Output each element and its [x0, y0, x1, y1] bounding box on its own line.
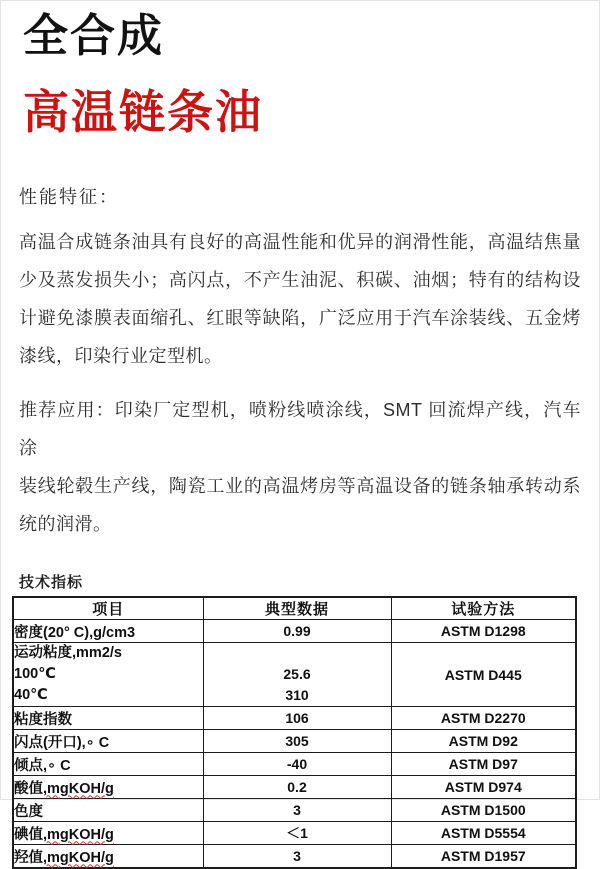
spec-item-unit: ,mgKOH/g	[43, 849, 114, 866]
spec-item-cell	[13, 799, 203, 822]
spec-item-cell	[13, 730, 203, 753]
spec-item-unit: ,mgKOH/g	[43, 780, 114, 797]
spec-method-cell: ASTM D92	[391, 730, 576, 753]
spec-value-line	[204, 643, 391, 664]
spec-item-text: 羟值	[14, 849, 43, 866]
spec-method-cell: ASTM D1500	[391, 799, 576, 822]
spec-item-text: 酸值	[14, 780, 43, 797]
spec-row	[13, 707, 576, 730]
col-header-item: 项目	[13, 597, 203, 620]
spec-row	[13, 730, 576, 753]
specs-section-label: 技术指标	[19, 574, 84, 591]
col-header-method: 试验方法	[391, 597, 576, 620]
spec-value-cell: 3	[203, 845, 391, 869]
spec-item-cell	[13, 753, 203, 776]
paragraph-line: 少及蒸发损失小；高闪点，不产生油泥、积碳、油烟；特有的结构设	[19, 270, 581, 290]
spec-item-text: 碘值	[14, 826, 43, 843]
specs-table	[12, 596, 577, 869]
spec-item-cell	[13, 620, 203, 643]
spec-value-cell: 305	[203, 730, 391, 753]
spec-item-line: 100℃	[14, 666, 56, 682]
spec-item-cell	[13, 643, 203, 707]
spec-value-cell: 3	[203, 799, 391, 822]
spec-row	[13, 643, 576, 707]
product-name-title: 高温链条油	[23, 86, 263, 138]
spec-item-line: 40℃	[14, 687, 48, 703]
spec-value-cell: 0.99	[203, 620, 391, 643]
spec-row	[13, 620, 576, 643]
spec-value-cell: 106	[203, 707, 391, 730]
spec-method-cell: ASTM D97	[391, 753, 576, 776]
spec-method-cell: ASTM D974	[391, 776, 576, 799]
spec-row	[13, 822, 576, 845]
spec-method-cell: ASTM D2270	[391, 707, 576, 730]
spec-item-cell	[13, 707, 203, 730]
paragraph-line: 漆线，印染行业定型机。	[19, 346, 223, 366]
col-header-value: 典型数据	[203, 597, 391, 620]
spec-value-cell: -40	[203, 753, 391, 776]
spec-value-cell	[203, 643, 391, 707]
paragraph-line: 推荐应用：印染厂定型机，喷粉线喷涂线，SMT 回流焊产线，汽车涂	[19, 400, 581, 458]
spec-item-text: 粘度指数	[14, 711, 72, 728]
paragraph-line: 统的润滑。	[19, 514, 112, 534]
spec-item-cell	[13, 776, 203, 799]
spec-value-cell: ＜1	[203, 822, 391, 845]
spec-item-unit: ,mgKOH/g	[43, 826, 114, 843]
specs-header-row	[13, 597, 576, 620]
spec-row	[13, 753, 576, 776]
spec-value-line: 310	[285, 687, 309, 703]
spec-row	[13, 799, 576, 822]
paragraph-line: 计避免漆膜表面缩孔、红眼等缺陷，广泛应用于汽车涂装线、五金烤	[19, 308, 581, 328]
spec-row	[13, 845, 576, 869]
product-series-title: 全合成	[23, 10, 165, 61]
spec-item-text: 闪点(开口),∘ C	[14, 734, 110, 751]
spec-item-cell	[13, 822, 203, 845]
spec-item-text: 倾点,∘ C	[14, 757, 71, 774]
spec-method-cell: ASTM D5554	[391, 822, 576, 845]
spec-item-line: 运动粘度,mm2/s	[14, 645, 122, 661]
spec-item-cell	[13, 845, 203, 869]
performance-section-label: 性能特征：	[19, 187, 119, 207]
spec-row	[13, 776, 576, 799]
spec-value-cell: 0.2	[203, 776, 391, 799]
spec-method-cell: ASTM D1298	[391, 620, 576, 643]
spec-method-cell: ASTM D445	[391, 643, 576, 707]
paragraph-line: 装线轮毂生产线，陶瓷工业的高温烤房等高温设备的链条轴承转动系	[19, 476, 581, 496]
spec-method-cell: ASTM D1957	[391, 845, 576, 869]
performance-paragraph	[19, 223, 581, 375]
paragraph-line: 高温合成链条油具有良好的高温性能和优异的润滑性能，高温结焦量	[19, 232, 581, 252]
spec-item-text: 密度(20° C),g/cm3	[14, 624, 136, 641]
applications-paragraph	[19, 391, 581, 543]
spec-value-line: 25.6	[283, 666, 311, 682]
spec-item-text: 色度	[14, 803, 43, 820]
page-content	[1, 1, 599, 869]
